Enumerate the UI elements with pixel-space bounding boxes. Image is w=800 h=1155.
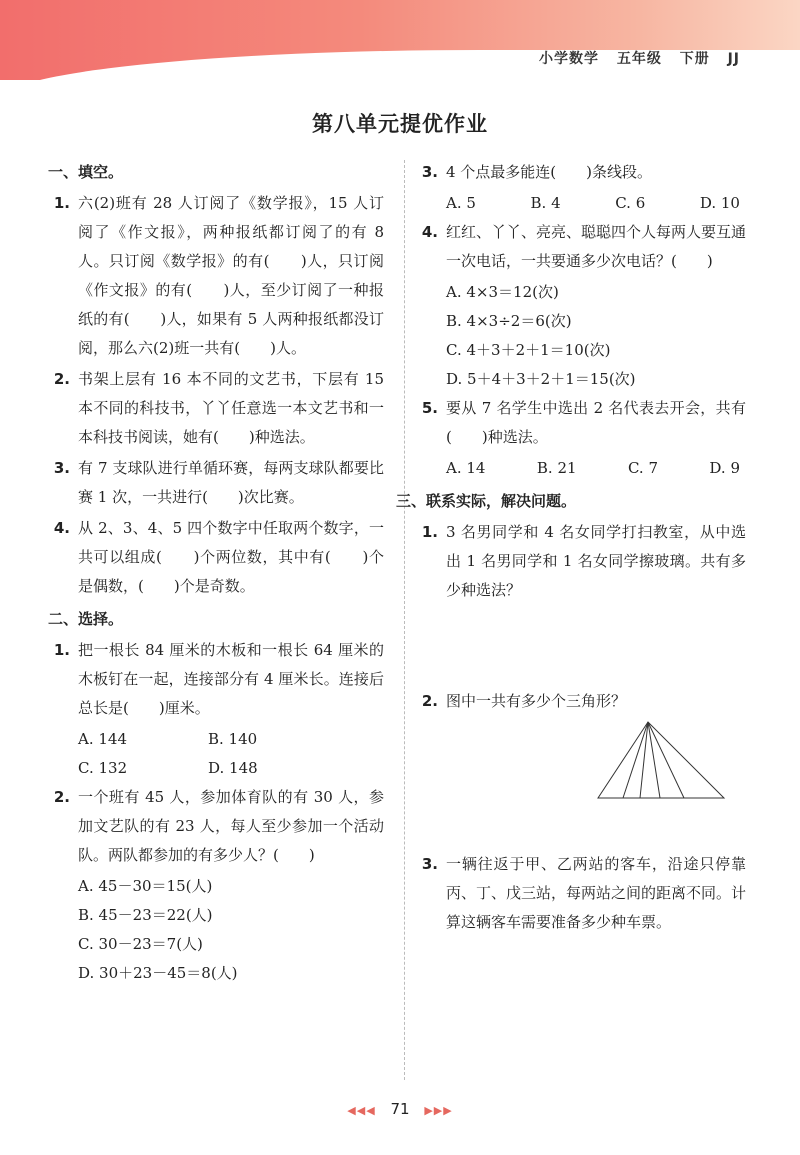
s3-question-3 [416, 850, 746, 937]
s2-question-1 [48, 636, 384, 723]
option-c: C. 132 [78, 759, 128, 777]
question-text: 有 7 支球队进行单循环赛，每两支球队都要比赛 1 次，一共进行( )次比赛。 [78, 459, 384, 506]
option-c: C. 6 [615, 194, 646, 212]
triangle-diagram [596, 720, 726, 800]
option-a: A. 14 [446, 459, 486, 477]
option-b: B. 4 [530, 194, 561, 212]
triangle-figure [596, 720, 726, 800]
question-text: 4 个点最多能连( )条线段。 [446, 163, 653, 181]
s2-q3-options [446, 189, 746, 218]
s2-question-3 [416, 158, 746, 187]
s2-q2-options [78, 872, 384, 988]
s1-question-3 [48, 454, 384, 512]
question-number: 4. [421, 223, 438, 241]
option-c: C. 7 [627, 459, 658, 477]
section-1-heading: 一、填空。 [48, 163, 124, 181]
header-volume: 下册 [679, 51, 710, 67]
question-number: 2. [421, 692, 438, 710]
s1-question-2 [48, 365, 384, 452]
option-d: D. 5＋4＋3＋2＋1＝15(次) [446, 370, 636, 388]
question-number: 3. [421, 855, 438, 873]
question-text: 把一根长 84 厘米的木板和一根长 64 厘米的木板钉在一起，连接部分有 4 厘米长。连接后总长是( )厘米。 [78, 641, 384, 717]
question-text: 书架上层有 16 本不同的文艺书，下层有 15 本不同的科技书，丫丫任意选一本文艺书和一本科技书阅读，她有( )种选法。 [78, 370, 384, 446]
option-b: B. 21 [536, 459, 577, 477]
s1-question-1 [48, 189, 384, 363]
answer-space [416, 607, 746, 687]
option-d: D. 148 [208, 759, 258, 777]
s2-q4-options [446, 278, 746, 394]
option-a: A. 4×3＝12(次) [446, 283, 559, 301]
option-b: B. 45－23＝22(人) [78, 906, 213, 924]
left-column [48, 158, 384, 988]
question-number: 2. [53, 788, 70, 806]
column-divider [404, 160, 405, 1080]
question-number: 1. [53, 194, 70, 212]
question-number: 3. [421, 163, 438, 181]
option-a: A. 45－30＝15(人) [78, 877, 213, 895]
page-title: 第八单元提优作业 [312, 112, 488, 136]
header-label [527, 48, 740, 68]
s3-question-1 [416, 518, 746, 605]
s2-q5-options [446, 454, 746, 483]
option-a: A. 5 [446, 194, 476, 212]
header-grade: 五年级 [616, 51, 662, 67]
section-3-heading: 三、联系实际，解决问题。 [396, 492, 577, 510]
question-number: 3. [53, 459, 70, 477]
header-edition: JJ [727, 51, 740, 67]
option-d: D. 30＋23－45＝8(人) [78, 964, 238, 982]
option-a: A. 144 [78, 730, 127, 748]
question-text: 要从 7 名学生中选出 2 名代表去开会，共有( )种选法。 [446, 399, 746, 446]
question-text: 一个班有 45 人，参加体育队的有 30 人，参加文艺队的有 23 人，每人至少参加一个活动队。两队都参加的有多少人？( ) [78, 788, 384, 864]
option-d: D. 9 [709, 459, 740, 477]
question-number: 5. [421, 399, 438, 417]
right-column [396, 158, 747, 939]
page-footer [0, 1100, 800, 1118]
s2-q1-options [78, 725, 384, 783]
s1-question-4 [48, 514, 384, 601]
question-text: 一辆往返于甲、乙两站的客车，沿途只停靠丙、丁、戊三站，每两站之间的距离不同。计算这辆客车需要准备多少种车票。 [446, 855, 747, 931]
page-number: 71 [390, 1100, 410, 1118]
section-2-heading: 二、选择。 [48, 610, 124, 628]
question-text: 图中一共有多少个三角形？ [446, 692, 627, 710]
question-number: 4. [53, 519, 70, 537]
s2-question-5 [416, 394, 746, 452]
question-text: 3 名男同学和 4 名女同学打扫教室，从中选出 1 名男同学和 1 名女同学擦玻璃。共有多少种选法？ [446, 523, 746, 599]
next-arrows-icon: ▶▶▶ [424, 1104, 453, 1117]
question-number: 1. [53, 641, 70, 659]
question-text: 红红、丫丫、亮亮、聪聪四个人每两人要互通一次电话，一共要通多少次电话？( ) [446, 223, 747, 270]
option-d: D. 10 [699, 194, 740, 212]
question-text: 从 2、3、4、5 四个数字中任取两个数字，一共可以组成( )个两位数，其中有( )个是偶数，( )个是奇数。 [78, 519, 384, 595]
s2-question-2 [48, 783, 384, 870]
s3-question-2 [416, 687, 746, 716]
question-text: 六(2)班有 28 人订阅了《数学报》，15 人订阅了《作文报》，两种报纸都订阅了的有 8 人。只订阅《数学报》的有( )人，只订阅《作文报》的有( )人，至少订阅了一种报纸的有( )人，如果有 5 人两种报纸都没订阅，那么六(2)班一共有( )人。 [78, 194, 384, 357]
question-number: 1. [421, 523, 438, 541]
header-band [0, 0, 800, 80]
s2-question-4 [416, 218, 746, 276]
prev-arrows-icon: ◀◀◀ [347, 1104, 376, 1117]
option-b: B. 4×3÷2＝6(次) [446, 312, 572, 330]
option-c: C. 4＋3＋2＋1＝10(次) [446, 341, 611, 359]
question-number: 2. [53, 370, 70, 388]
option-c: C. 30－23＝7(人) [78, 935, 203, 953]
header-subject: 小学数学 [538, 51, 599, 67]
option-b: B. 140 [208, 730, 258, 748]
